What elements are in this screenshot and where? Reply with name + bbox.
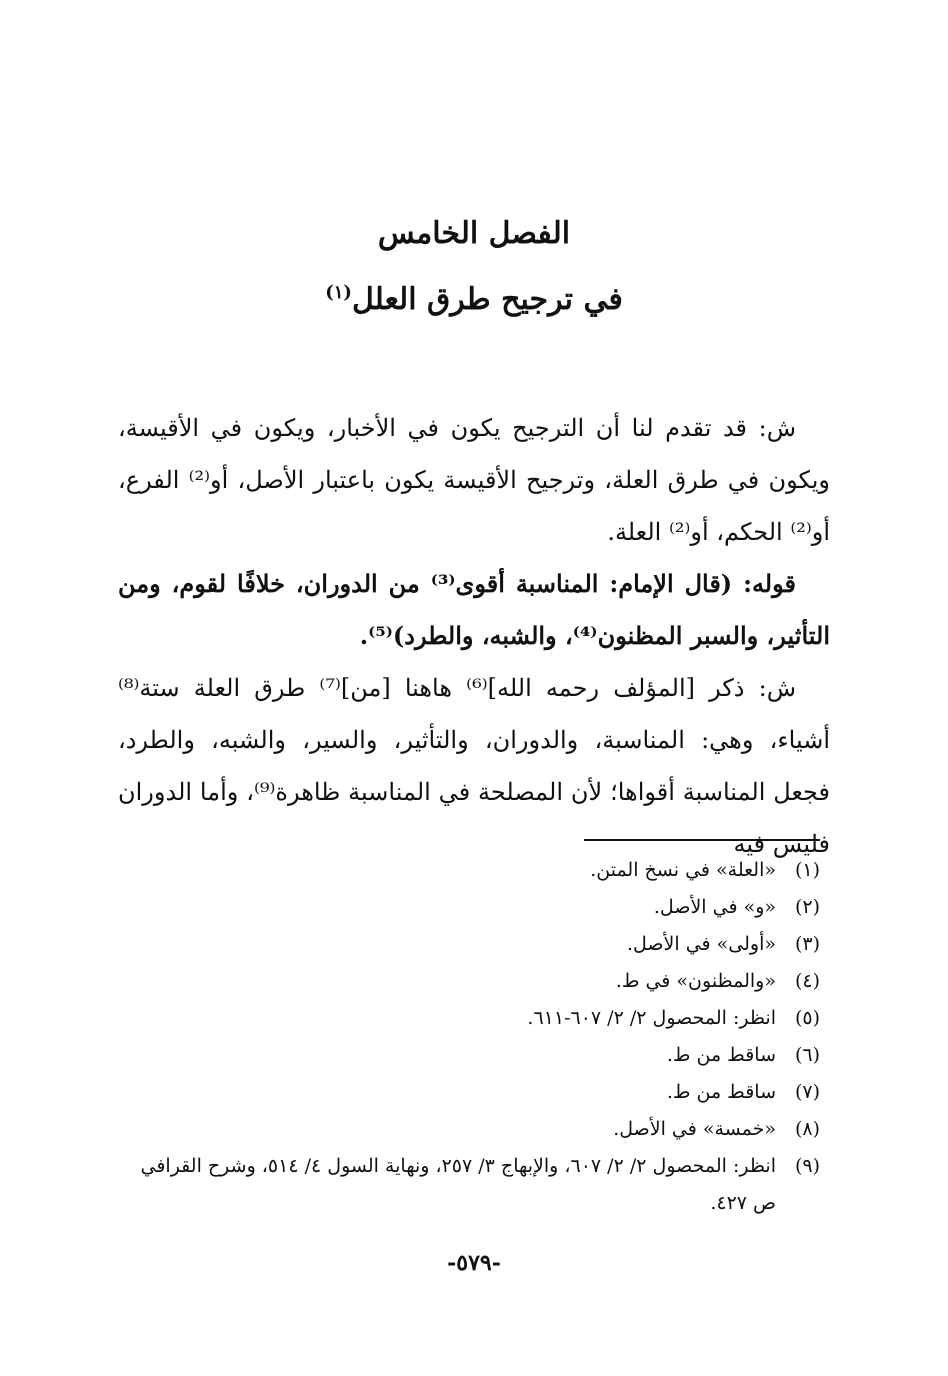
- footnote: [112, 1111, 820, 1148]
- chapter-subtitle-text: في ترجيح طرق العلل: [351, 282, 623, 317]
- footnotes-list: [112, 852, 820, 1222]
- paragraph-2: قوله: (قال الإمام: المناسبة أقوى⁽³⁾ من الدوران، خلافًا لقوم، ومن التأثير، والسبر المظنون⁽⁴⁾، والشبه، والطرد)⁽⁵⁾.: [118, 569, 830, 650]
- footnote-text: انظر: المحصول ٢/ ٢/ ٦٠٧، والإبهاج ٣/ ٢٥٧، ونهاية السول ٤/ ٥١٤، وشرح القرافي ص ٤٢٧.: [140, 1155, 776, 1214]
- chapter-subtitle: [0, 280, 948, 320]
- footnote-number: (٩): [794, 1155, 820, 1177]
- footnote-text: ساقط من ط.: [666, 1044, 776, 1066]
- footnote-text: «والمظنون» في ط.: [615, 970, 776, 992]
- footnote: [112, 926, 820, 963]
- footnote-number: (٤): [794, 970, 820, 992]
- footnote: [112, 889, 820, 926]
- footnote: [112, 963, 820, 1000]
- footnote: [112, 1148, 820, 1222]
- footnote-number: (٢): [794, 896, 820, 918]
- paragraph-3: ش: ذكر [المؤلف رحمه الله]⁽⁶⁾ هاهنا [من]⁽⁷⁾ طرق العلة ستة⁽⁸⁾ أشياء، وهي: المناسبة، والدوران، والتأثير، والسير، والشبه، والطرد، فجعل المناسبة أقواها؛ لأن المصلحة في المناسبة ظاهرة⁽⁹⁾، وأما الدوران فليس فيه: [118, 674, 831, 858]
- footnote-number: (١): [794, 859, 820, 881]
- footnote-number: (٨): [794, 1118, 820, 1140]
- footnote-number: (٣): [794, 933, 820, 955]
- footnote-number: (٧): [794, 1081, 820, 1103]
- footnote-text: «العلة» في نسخ المتن.: [590, 859, 776, 881]
- footnote: [112, 1037, 820, 1074]
- footnote-text: ساقط من ط.: [666, 1081, 776, 1103]
- footnote-text: «أولى» في الأصل.: [626, 933, 776, 955]
- footnote-number: (٦): [794, 1044, 820, 1066]
- footnote-text: «خمسة» في الأصل.: [613, 1118, 776, 1140]
- footnote: [112, 1000, 820, 1037]
- paragraph-1: ش: قد تقدم لنا أن الترجيح يكون في الأخبار، ويكون في الأقيسة، ويكون في طرق العلة، وترجيح الأقيسة يكون باعتبار الأصل، أو⁽²⁾ الفرع، أو⁽²⁾ الحكم، أو⁽²⁾ العلة.: [118, 414, 830, 546]
- footnote: [112, 852, 820, 889]
- page-number: -٥٧٩-: [447, 1250, 501, 1276]
- footnote: [112, 1074, 820, 1111]
- footnote-number: (٥): [794, 1007, 820, 1029]
- footnote-separator: [584, 839, 820, 841]
- footnote-text: انظر: المحصول ٢/ ٢/ ٦٠٧-٦١١.: [527, 1007, 776, 1029]
- footnote-text: «و» في الأصل.: [653, 896, 776, 918]
- chapter-title: الفصل الخامس: [377, 216, 571, 251]
- subtitle-footnote-ref: (١): [325, 282, 352, 303]
